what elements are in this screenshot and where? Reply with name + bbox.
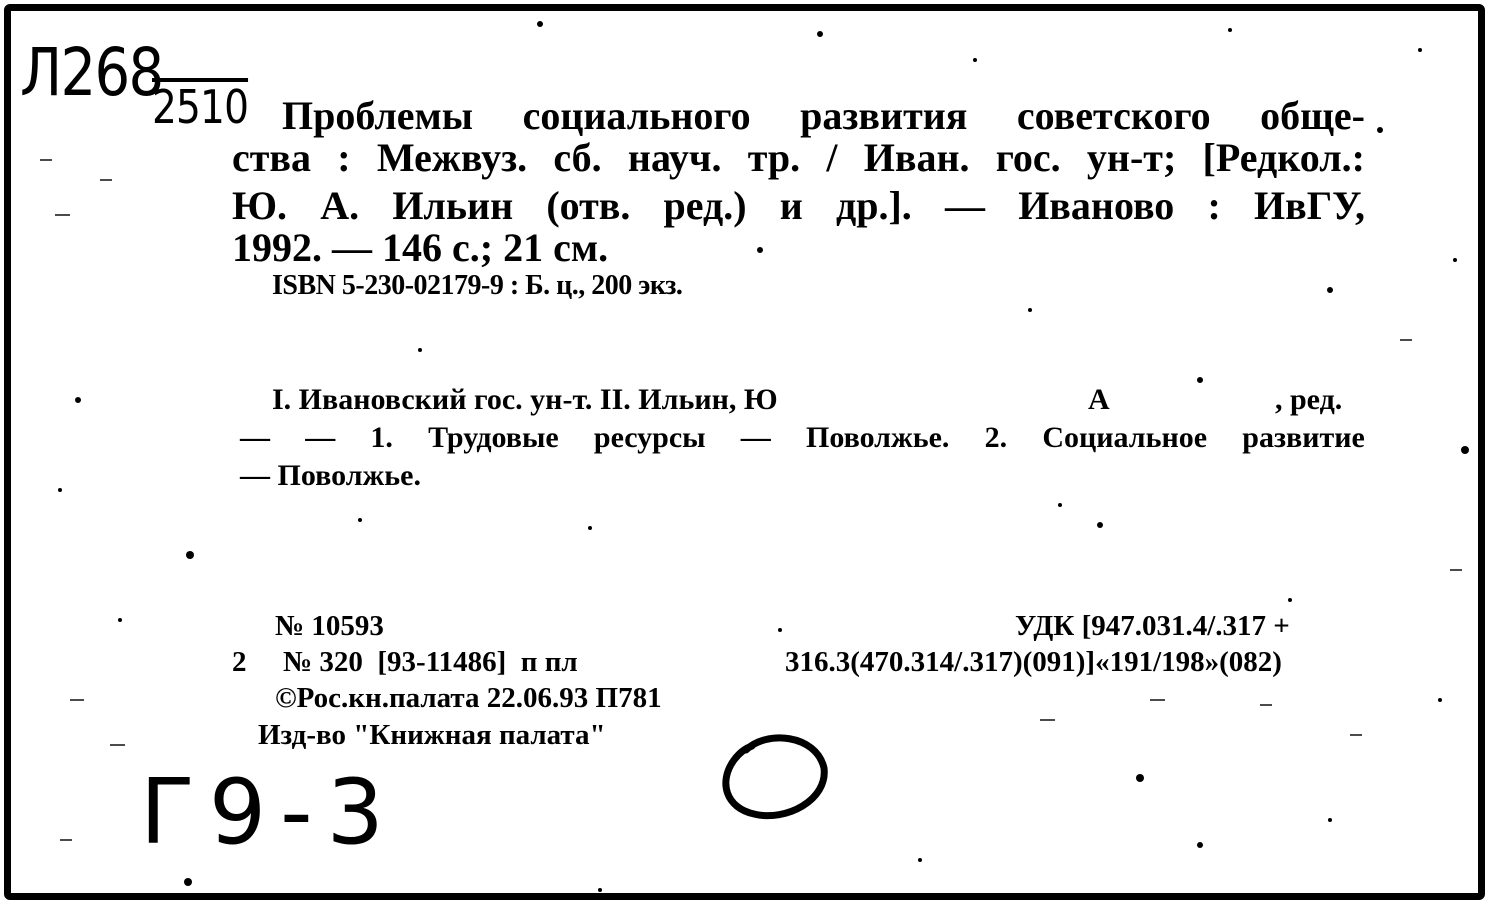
tracing-word: —: [740, 421, 771, 454]
title-line-3: [232, 184, 1365, 228]
title-word: и: [779, 183, 803, 228]
title-word: [Редкол.:: [1202, 135, 1365, 180]
title-line-1: [282, 94, 1365, 138]
tracing-initial: А: [1088, 383, 1110, 416]
title-word: Иваново: [1018, 183, 1175, 228]
title-word: социального: [522, 93, 751, 138]
publisher-line: Изд-во "Книжная палата": [258, 719, 606, 751]
title-word: ред.): [663, 183, 747, 228]
title-line-4: 1992. — 146 с.; 21 см.: [232, 225, 609, 270]
tracing-line-2: [240, 420, 1365, 456]
title-word: ства: [232, 135, 312, 180]
copyright-line: ©Рос.кн.палата 22.06.93 П781: [275, 682, 662, 714]
print-order: № 320 [93-11486] п пл: [283, 646, 578, 678]
tracing-role: , ред.: [1275, 383, 1343, 416]
tracing-word: 2.: [984, 421, 1008, 454]
tracing-line-3: — Поволжье.: [240, 459, 421, 492]
udk-line-2: 316.3(470.314/.317)(091)]«191/198»(082): [785, 646, 1282, 678]
title-word: Проблемы: [282, 93, 474, 138]
title-line-2: [232, 136, 1365, 180]
tracing-word: 1.: [370, 421, 393, 454]
handwritten-circle-mark: [716, 730, 828, 822]
title-word: сб.: [553, 135, 602, 180]
record-number: № 10593: [275, 610, 384, 642]
title-word: Межвуз.: [376, 135, 528, 180]
title-word: :: [1207, 183, 1221, 228]
tracing-word: —: [240, 421, 270, 454]
title-word: советского: [1016, 93, 1211, 138]
tracing-word: Поволжье.: [805, 421, 950, 454]
print-line: [232, 645, 578, 679]
title-word: тр.: [747, 135, 801, 180]
title-word: обще-: [1260, 93, 1365, 138]
title-word: др.].: [836, 183, 912, 228]
title-word: Ильин: [392, 183, 514, 228]
tracing-word: —: [305, 421, 336, 454]
tracing-word: ресурсы: [593, 421, 706, 454]
isbn-line: ISBN 5-230-02179-9 : Б. ц., 200 экз.: [272, 270, 683, 301]
tracing-word: Трудовые: [428, 421, 559, 454]
tracing-word: развитие: [1242, 421, 1365, 454]
title-word: науч.: [627, 135, 722, 180]
title-word: (отв.: [546, 183, 631, 228]
title-word: гос.: [995, 135, 1061, 180]
title-word: развития: [800, 93, 968, 138]
tracing-word: Социальное: [1042, 421, 1208, 454]
title-word: ун-т;: [1086, 135, 1177, 180]
handwritten-shelf-mark: Г9-3: [140, 760, 398, 865]
title-word: Иван.: [863, 135, 970, 180]
handwritten-call-number: Л268: [20, 34, 163, 111]
tracing-added-entries: I. Ивановский гос. ун-т. II. Ильин, Ю: [272, 383, 778, 416]
udk-line-1: УДК [947.031.4/.317 +: [1015, 610, 1290, 642]
copies-prefix: 2: [232, 646, 247, 678]
title-word: /: [826, 135, 838, 180]
title-word: —: [945, 183, 985, 228]
title-word: Ю.: [232, 183, 288, 228]
title-word: :: [337, 135, 351, 180]
title-word: ИвГУ,: [1253, 183, 1365, 228]
title-word: А.: [320, 183, 360, 228]
handwritten-inventory-number: 2510: [152, 80, 249, 134]
